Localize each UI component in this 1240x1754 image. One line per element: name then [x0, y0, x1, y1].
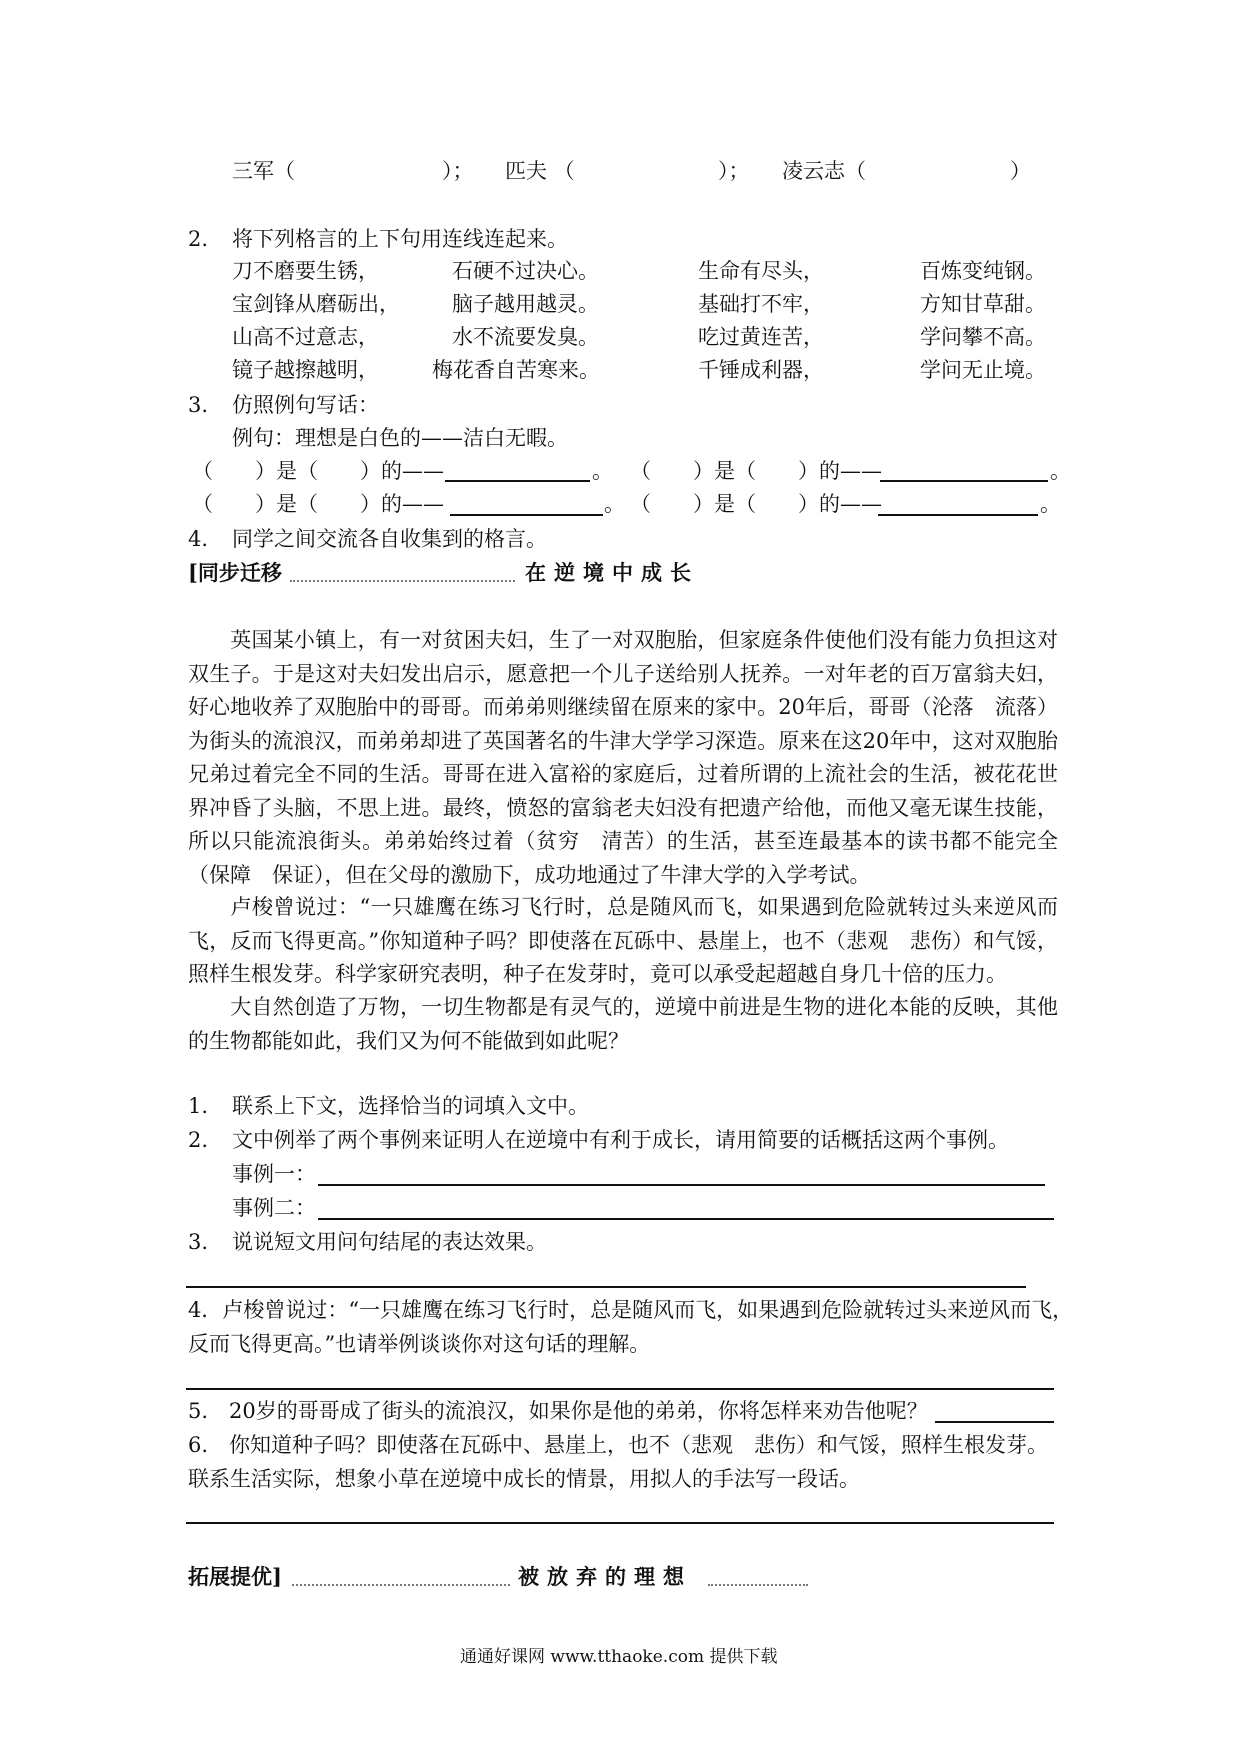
proverb-cell: 学问无止境。	[920, 358, 1046, 382]
fill-item-sanjun: 三军（	[232, 159, 295, 183]
page-footer: 通通好课网 www.tthaoke.com 提供下载	[460, 1647, 778, 1667]
answer-line[interactable]	[186, 1388, 1054, 1390]
proverb-cell: 宝剑锋从磨砺出，	[232, 292, 400, 316]
q3-prompt: 仿照例句写话：	[232, 393, 379, 417]
answer-line[interactable]	[878, 514, 1038, 516]
answer-line[interactable]	[880, 480, 1048, 482]
rq2-example1: 事例一：	[232, 1162, 316, 1186]
q3-pattern: （ ）是（ ）的——	[630, 492, 882, 516]
q3-number: 3.	[188, 393, 209, 417]
section-label: [同步迁移	[188, 560, 282, 585]
q3-pattern: （ ）是（ ）的——	[192, 492, 444, 516]
answer-line[interactable]	[445, 480, 590, 482]
rq1-text: 联系上下文，选择恰当的词填入文中。	[232, 1094, 589, 1118]
proverb-cell: 梅花香自苦寒来。	[432, 358, 600, 382]
passage-text: 英国某小镇上，有一对贫困夫妇，生了一对双胞胎，但家庭条件使他们没有能力负担这对双生子。于是这对夫妇发出启示，愿意把一个儿子送给别人抚养。一对年老的百万富翁夫妇，好心地收养了双胞胎中的哥哥。而弟弟则继续留在原来的家中。20年后，哥哥（沦落 流落）为街头的流浪汉，而弟弟却进了英国著名的牛津大学学习深造。原来在这20年中，这对双胞胎兄弟过着完全不同的生活。哥哥在进入富裕的家庭后，过着所谓的上流社会的生活，被花花世界冲昏了头脑，不思上进。最终，愤怒的富翁老夫妇没有把遗产给他，而他又毫无谋生技能，所以只能流浪街头。弟弟始终过着（贫穷 清苦）的生活，甚至连最基本的读书都不能完全（保障 保证），但在父母的激励下，成功地通过了牛津大学的入学考试。	[188, 628, 1058, 887]
rq1-number: 1.	[188, 1094, 209, 1118]
proverb-cell: 山高不过意志，	[232, 325, 379, 349]
q3-pattern-end: 。	[1040, 492, 1061, 516]
leader-dots	[708, 1584, 808, 1586]
q3-example: 例句：理想是白色的——洁白无暇。	[232, 426, 568, 450]
passage-text: 大自然创造了万物，一切生物都是有灵气的，逆境中前进是生物的进化本能的反映，其他的生物都能如此，我们又为何不能做到如此呢？	[188, 995, 1058, 1053]
answer-line[interactable]	[450, 514, 603, 516]
proverb-cell: 百炼变纯钢。	[920, 259, 1046, 283]
proverb-cell: 水不流要发臭。	[452, 325, 599, 349]
q3-pattern: （ ）是（ ）的——	[630, 459, 882, 483]
proverb-cell: 刀不磨要生锈，	[232, 259, 379, 283]
q3-pattern-end: 。	[592, 459, 613, 483]
section-title: 在逆境中成长	[525, 560, 699, 585]
proverb-cell: 千锤成利器，	[698, 358, 824, 382]
rq3-number: 3.	[188, 1230, 209, 1254]
rq5-text: 5. 20岁的哥哥成了街头的流浪汉，如果你是他的弟弟，你将怎样来劝告他呢？	[188, 1399, 928, 1423]
passage-text: 卢梭曾说过：“一只雄鹰在练习飞行时，总是随风而飞，如果遇到危险就转过头来逆风而飞，反而飞得更高。”你知道种子吗？即使落在瓦砾中、悬崖上，也不（悲观 悲伤）和气馁，照样生根发芽。科学家研究表明，种子在发芽时，竟可以承受起超越自身几十倍的压力。	[188, 895, 1058, 986]
rq3-text: 说说短文用问句结尾的表达效果。	[232, 1230, 547, 1254]
section-label: 拓展提优]	[188, 1564, 282, 1589]
proverb-cell: 镜子越擦越明，	[232, 358, 379, 382]
answer-line[interactable]	[186, 1286, 1026, 1288]
answer-line[interactable]	[935, 1421, 1054, 1423]
passage-paragraph	[188, 991, 1058, 1058]
passage-paragraph	[188, 624, 1058, 892]
q2-prompt: 将下列格言的上下句用连线连起来。	[232, 227, 568, 251]
answer-line[interactable]	[318, 1184, 1045, 1186]
rq2-number: 2.	[188, 1128, 209, 1152]
proverb-cell: 学问攀不高。	[920, 325, 1046, 349]
leader-dots	[290, 580, 515, 582]
q4-prompt: 同学之间交流各自收集到的格言。	[232, 527, 547, 551]
section-title: 被放弃的理想	[518, 1564, 692, 1589]
proverb-cell: 基础打不牢，	[698, 292, 824, 316]
answer-line[interactable]	[318, 1218, 1054, 1220]
rq4-text: 4．卢梭曾说过：“一只雄鹰在练习飞行时，总是随风而飞，如果遇到危险就转过头来逆风而飞，	[188, 1298, 1074, 1322]
rq2-text: 文中例举了两个事例来证明人在逆境中有利于成长，请用简要的话概括这两个事例。	[232, 1128, 1009, 1152]
rq6-text: 6. 你知道种子吗？即使落在瓦砾中、悬崖上，也不（悲观 悲伤）和气馁，照样生根发芽。	[188, 1433, 1049, 1457]
proverb-cell: 脑子越用越灵。	[452, 292, 599, 316]
fill-item-lingyunzhi-end: ）	[1010, 159, 1031, 183]
passage-paragraph	[188, 891, 1058, 992]
q3-pattern: （ ）是（ ）的——	[192, 459, 444, 483]
proverb-cell: 方知甘草甜。	[920, 292, 1046, 316]
fill-item-pifu-end: ）；	[718, 159, 750, 183]
q2-number: 2.	[188, 227, 209, 251]
proverb-cell: 生命有尽头，	[698, 259, 824, 283]
rq2-example2: 事例二：	[232, 1196, 316, 1220]
leader-dots	[292, 1584, 510, 1586]
q4-number: 4.	[188, 527, 209, 551]
fill-item-sanjun-end: ）；	[442, 159, 474, 183]
answer-line[interactable]	[186, 1522, 1054, 1524]
proverb-cell: 石硬不过决心。	[452, 259, 599, 283]
fill-item-lingyunzhi: 凌云志（	[782, 159, 866, 183]
fill-item-pifu: 匹夫 （	[505, 159, 575, 183]
q3-pattern-end: 。	[1050, 459, 1071, 483]
rq6-text: 联系生活实际，想象小草在逆境中成长的情景，用拟人的手法写一段话。	[188, 1467, 860, 1491]
rq4-text: 反而飞得更高。”也请举例谈谈你对这句话的理解。	[188, 1332, 651, 1356]
proverb-cell: 吃过黄连苦，	[698, 325, 824, 349]
q3-pattern-end: 。	[604, 492, 625, 516]
